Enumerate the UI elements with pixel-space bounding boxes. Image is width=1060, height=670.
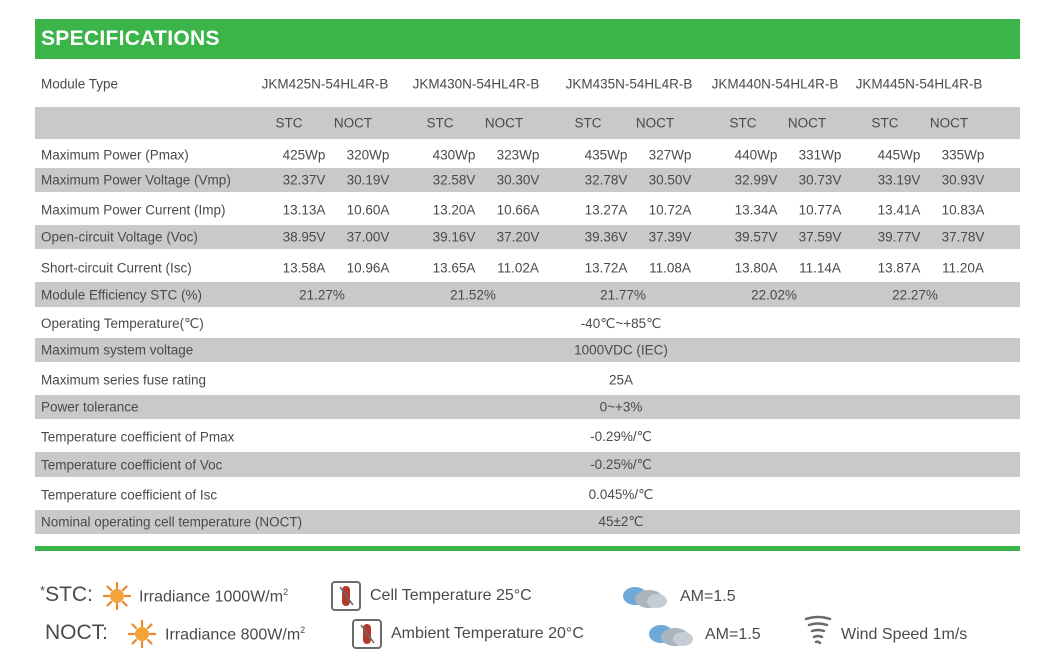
spec-value: 10.72A xyxy=(648,202,692,218)
stc-header: STC xyxy=(275,115,303,131)
spec-value: 11.14A xyxy=(799,260,841,276)
common-spec-value: -0.29%/℃ xyxy=(590,428,652,444)
page-title: SPECIFICATIONS xyxy=(41,27,220,50)
noct-header: NOCT xyxy=(635,115,675,131)
stc-header: STC xyxy=(426,115,454,131)
noct-irradiance-text: Irradiance 800W/m xyxy=(165,626,301,644)
spec-value: 13.58A xyxy=(282,260,326,276)
common-spec-row xyxy=(35,367,1020,392)
spec-value: 425Wp xyxy=(282,147,326,162)
stc-header: STC xyxy=(871,115,899,131)
stc-prefix: STC: xyxy=(45,583,93,606)
specifications-banner xyxy=(35,19,1020,59)
spec-value: 39.57V xyxy=(734,229,778,245)
spec-label: Open-circuit Voltage (Voc) xyxy=(41,229,198,245)
efficiency-value: 21.77% xyxy=(600,287,646,302)
common-spec-row xyxy=(35,452,1020,477)
spec-row xyxy=(35,255,1020,281)
spec-value: 13.72A xyxy=(584,260,628,276)
spec-value: 37.20V xyxy=(496,229,540,245)
spec-value: 37.78V xyxy=(941,229,985,245)
spec-value: 327Wp xyxy=(648,147,692,162)
spec-value: 32.99V xyxy=(734,172,778,188)
common-spec-row xyxy=(35,424,1020,449)
spec-value: 435Wp xyxy=(584,147,628,162)
common-spec-label: Operating Temperature(℃) xyxy=(41,315,204,331)
spec-value: 13.65A xyxy=(432,260,476,276)
spec-label: Maximum Power Voltage (Vmp) xyxy=(41,172,231,188)
noct-header: NOCT xyxy=(929,115,969,131)
spec-value: 13.34A xyxy=(734,202,778,218)
spec-value: 30.73V xyxy=(798,172,842,188)
common-spec-label: Temperature coefficient of Isc xyxy=(41,487,218,502)
stc-irradiance xyxy=(139,587,288,606)
condition-header-row xyxy=(35,107,1020,139)
efficiency-value: 22.02% xyxy=(751,287,797,302)
noct-header: NOCT xyxy=(333,115,373,131)
spec-label: Maximum Power (Pmax) xyxy=(41,147,189,162)
spec-value: 30.30V xyxy=(496,172,540,188)
spec-label: Short-circuit Current (Isc) xyxy=(41,260,192,276)
spec-value: 30.50V xyxy=(648,172,692,188)
spec-value: 39.16V xyxy=(432,229,476,245)
squared: 2 xyxy=(283,587,289,597)
spec-row xyxy=(35,143,1020,166)
spec-value: 32.58V xyxy=(432,172,476,188)
noct-irradiance xyxy=(165,625,305,644)
spec-value: 11.08A xyxy=(649,260,691,276)
spec-value: 38.95V xyxy=(282,229,326,245)
spec-value: 10.77A xyxy=(798,202,842,218)
noct-header: NOCT xyxy=(787,115,827,131)
common-spec-value: -0.25%/℃ xyxy=(590,456,652,472)
common-spec-label: Maximum system voltage xyxy=(41,342,194,358)
common-spec-row xyxy=(35,311,1020,336)
bottom-divider xyxy=(35,546,1020,551)
thermometer-icon xyxy=(352,619,382,649)
model-name: JKM435N-54HL4R-B xyxy=(565,76,693,92)
spec-value: 13.27A xyxy=(584,202,628,218)
spec-row xyxy=(35,225,1020,249)
common-spec-row xyxy=(35,338,1020,362)
common-spec-label: Temperature coefficient of Voc xyxy=(41,457,223,472)
stc-header: STC xyxy=(729,115,757,131)
efficiency-value: 22.27% xyxy=(892,287,938,302)
noct-prefix: NOCT: xyxy=(45,621,108,644)
module-type-label: Module Type xyxy=(41,76,119,92)
spec-value: 10.66A xyxy=(496,202,540,218)
common-spec-value: 1000VDC (IEC) xyxy=(574,342,668,358)
module-type-row xyxy=(35,70,1020,98)
model-name: JKM430N-54HL4R-B xyxy=(412,76,540,92)
efficiency-value: 21.27% xyxy=(299,287,345,302)
model-name: JKM425N-54HL4R-B xyxy=(261,76,389,92)
spec-value: 10.96A xyxy=(346,260,390,276)
spec-value: 323Wp xyxy=(496,147,540,162)
spec-value: 11.20A xyxy=(942,260,984,276)
model-name: JKM440N-54HL4R-B xyxy=(711,76,839,92)
common-spec-row xyxy=(35,395,1020,419)
common-spec-row xyxy=(35,482,1020,507)
stc-cell-temperature: Cell Temperature 25°C xyxy=(370,587,532,604)
spec-value: 430Wp xyxy=(432,147,476,162)
common-spec-label: Power tolerance xyxy=(41,399,139,415)
spec-value: 445Wp xyxy=(877,147,921,162)
spec-value: 30.93V xyxy=(941,172,985,188)
spec-value: 10.83A xyxy=(941,202,985,218)
thermometer-icon xyxy=(331,581,361,611)
common-spec-label: Temperature coefficient of Pmax xyxy=(41,429,235,444)
spec-value: 39.77V xyxy=(877,229,921,245)
spec-value: 37.59V xyxy=(798,229,842,245)
asterisk: * xyxy=(40,583,46,598)
spec-value: 10.60A xyxy=(346,202,390,218)
spec-value: 331Wp xyxy=(798,147,842,162)
spec-value: 37.00V xyxy=(346,229,390,245)
sun-icon xyxy=(103,582,131,610)
spec-value: 13.13A xyxy=(282,202,326,218)
stc-asterisk-label xyxy=(40,583,93,607)
noct-header: NOCT xyxy=(484,115,524,131)
spec-value: 440Wp xyxy=(734,147,778,162)
stc-irradiance-text: Irradiance 1000W/m xyxy=(139,588,284,606)
spec-value: 33.19V xyxy=(877,172,921,188)
squared: 2 xyxy=(300,625,306,635)
cloud-icon xyxy=(645,621,695,647)
spec-value: 13.87A xyxy=(877,260,921,276)
model-name: JKM445N-54HL4R-B xyxy=(855,76,983,92)
cloud-icon xyxy=(619,583,669,609)
spec-value: 13.41A xyxy=(877,202,921,218)
common-spec-label: Maximum series fuse rating xyxy=(41,372,207,387)
spec-row xyxy=(35,168,1020,192)
common-spec-value: 25A xyxy=(608,372,634,387)
wind-icon xyxy=(804,615,832,649)
spec-value: 39.36V xyxy=(584,229,628,245)
spec-value: 37.39V xyxy=(648,229,692,245)
efficiency-value: 21.52% xyxy=(450,287,496,302)
spec-value: 11.02A xyxy=(497,260,539,276)
spec-value: 335Wp xyxy=(941,147,985,162)
spec-value: 32.37V xyxy=(282,172,326,188)
common-spec-value: 0.045%/℃ xyxy=(588,486,654,502)
spec-row xyxy=(35,197,1020,223)
noct-wind-speed: Wind Speed 1m/s xyxy=(841,626,968,643)
efficiency-row xyxy=(35,282,1020,307)
noct-ambient-temperature: Ambient Temperature 20°C xyxy=(391,625,584,642)
spec-value: 32.78V xyxy=(584,172,628,188)
common-spec-value: 45±2℃ xyxy=(598,514,644,529)
spec-label: Maximum Power Current (Imp) xyxy=(41,202,226,218)
common-spec-label: Nominal operating cell temperature (NOCT) xyxy=(41,514,303,530)
common-spec-row xyxy=(35,510,1020,534)
spec-value: 13.80A xyxy=(734,260,778,276)
spec-value: 13.20A xyxy=(432,202,476,218)
common-spec-value: -40℃~+85℃ xyxy=(580,315,662,331)
stc-air-mass: AM=1.5 xyxy=(680,588,736,605)
stc-header: STC xyxy=(574,115,602,131)
spec-value: 320Wp xyxy=(346,147,390,162)
spec-value: 30.19V xyxy=(346,172,390,188)
common-spec-value: 0~+3% xyxy=(599,399,643,415)
noct-air-mass: AM=1.5 xyxy=(705,626,761,643)
sun-icon xyxy=(128,620,156,648)
efficiency-label: Module Efficiency STC (%) xyxy=(41,287,203,302)
